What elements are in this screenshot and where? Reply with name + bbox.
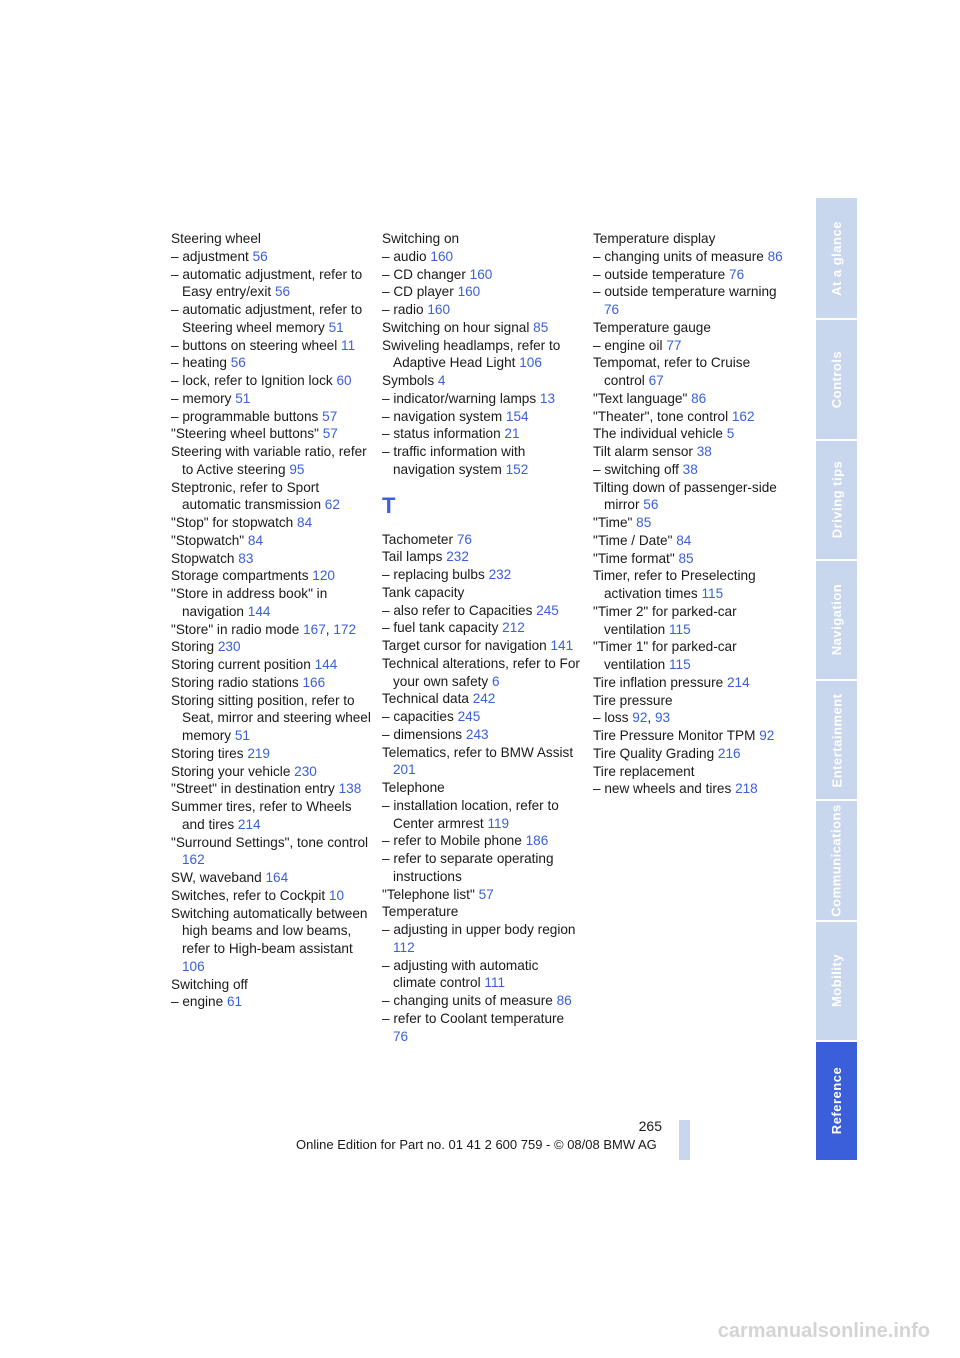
index-entry [382, 850, 582, 886]
index-entry [382, 584, 582, 602]
index-term: – refer to Coolant temperature [382, 1010, 565, 1026]
index-entry [593, 461, 793, 479]
page-link[interactable]: 56 [643, 497, 659, 513]
page-link[interactable]: 51 [328, 319, 344, 335]
index-entry [382, 301, 582, 319]
index-entry [593, 550, 793, 568]
page-link[interactable]: 154 [505, 408, 529, 424]
index-entry [171, 638, 371, 656]
page-link[interactable]: 21 [504, 426, 520, 442]
page-link[interactable]: 115 [701, 586, 724, 601]
index-entry [593, 337, 793, 355]
page-link[interactable]: 214 [237, 816, 261, 832]
index-term: – heating [171, 355, 227, 371]
page-link[interactable]: 201 [393, 762, 416, 778]
index-term: The individual vehicle [593, 426, 723, 442]
index-entry [171, 834, 371, 870]
index-term: Switching on [382, 231, 460, 246]
tab-driving-tips[interactable] [816, 441, 857, 559]
section-tabs [816, 198, 857, 1160]
page-link[interactable]: 92 [632, 710, 648, 726]
index-entry [171, 780, 371, 798]
page-link[interactable]: 13 [539, 390, 556, 406]
index-entry [171, 869, 371, 887]
page-link[interactable]: 61 [226, 994, 243, 1010]
index-term: – capacities [382, 709, 454, 724]
index-entry [171, 372, 371, 390]
index-term: "Time" [593, 515, 633, 530]
index-term: Steptronic, refer to Sport automatic transmission [171, 479, 322, 513]
index-term: "Theater", tone control [593, 408, 729, 424]
page-link[interactable]: 119 [487, 815, 510, 831]
index-term: Switches, refer to Cockpit [171, 887, 326, 903]
index-entry [171, 479, 371, 515]
index-term: Timer, refer to Preselecting activation times [593, 568, 756, 601]
page-link[interactable]: 93 [654, 710, 671, 726]
page-link[interactable]: 51 [235, 390, 251, 406]
index-entry [382, 248, 582, 266]
index-entry [382, 992, 582, 1010]
index-entry [382, 230, 582, 248]
tab-reference[interactable] [816, 1042, 857, 1160]
page-link[interactable]: 5 [726, 426, 735, 442]
page-link[interactable]: 232 [488, 567, 512, 582]
index-term: Switching on hour signal [382, 319, 530, 335]
page-link[interactable]: 167 [303, 621, 326, 637]
index-term: Switching off [171, 976, 248, 992]
index-term: – automatic adjustment, refer to Steering wheel memory [171, 302, 363, 335]
page-link[interactable]: 67 [648, 373, 664, 388]
index-term: – installation location, refer to Center armrest [382, 797, 559, 831]
index-term: Tilt alarm sensor [593, 444, 693, 459]
index-term: – automatic adjustment, refer to Easy entry/exit [171, 266, 363, 300]
index-entry [382, 548, 582, 566]
index-entry [382, 921, 582, 957]
page-link[interactable]: 76 [456, 531, 472, 547]
index-term: Tire Quality Grading [593, 745, 715, 761]
index-entry [382, 637, 582, 655]
page-link[interactable]: 10 [328, 887, 345, 903]
page-link[interactable]: 77 [666, 337, 682, 353]
page-link[interactable]: 160 [430, 248, 454, 264]
tab-label: Driving tips [829, 460, 845, 539]
index-entry [171, 532, 371, 550]
index-entry [382, 690, 582, 708]
index-term: – changing units of measure [382, 993, 553, 1008]
page-link[interactable]: 76 [604, 302, 620, 317]
index-entry [171, 763, 371, 781]
tab-label: At a glance [829, 220, 845, 296]
page-link[interactable]: 84 [297, 515, 313, 530]
page-link[interactable]: 85 [533, 319, 549, 335]
page-link[interactable]: 85 [636, 515, 652, 530]
index-term: – engine [171, 994, 224, 1010]
index-term: – loss [593, 710, 629, 726]
index-entry [171, 585, 371, 621]
index-term: Temperature gauge [593, 319, 711, 335]
page-link[interactable]: 141 [550, 638, 574, 653]
page-link[interactable]: 60 [336, 373, 352, 388]
page-link[interactable]: 111 [484, 975, 506, 991]
index-entry [171, 301, 371, 337]
index-term: "Timer 1" for parked-car ventilation [593, 639, 737, 672]
index-entry [593, 567, 793, 603]
page-link[interactable]: 230 [294, 763, 317, 779]
page-link[interactable]: 86 [767, 248, 783, 264]
index-term: "Surround Settings", tone control [171, 834, 369, 850]
index-term: Storage compartments [171, 568, 309, 584]
index-entry [593, 283, 793, 319]
index-entry [593, 479, 793, 515]
index-term: – outside temperature [593, 266, 726, 282]
index-term: – indicator/warning lamps [382, 390, 537, 406]
index-entry [382, 266, 582, 284]
index-entry [171, 887, 371, 905]
page-link[interactable]: 62 [324, 497, 340, 513]
index-entry [593, 603, 793, 639]
index-entry [382, 797, 582, 833]
index-term: – lock, refer to Ignition lock [171, 373, 333, 388]
index-term: – engine oil [593, 337, 663, 353]
index-term: – CD changer [382, 266, 466, 282]
page-link[interactable]: 56 [230, 355, 246, 371]
index-entry [382, 408, 582, 426]
index-term: Temperature display [593, 231, 716, 246]
index-term: Technical data [382, 691, 469, 707]
page-link[interactable]: 92 [759, 728, 775, 743]
index-entry [593, 727, 793, 745]
tab-label: Navigation [829, 584, 844, 656]
index-entry [382, 744, 582, 780]
page-link[interactable]: 84 [247, 532, 264, 548]
index-term: – navigation system [382, 408, 503, 424]
index-term: Summer tires, refer to Wheels and tires [171, 799, 352, 832]
tab-navigation[interactable] [816, 561, 857, 679]
index-term: Tail lamps [382, 549, 443, 565]
index-term: – refer to Mobile phone [382, 833, 522, 849]
index-term: Switching automatically between high beams and low beams, refer to High-beam assistant [171, 905, 368, 956]
page-link[interactable]: 112 [393, 939, 415, 955]
index-term: Storing sitting position, refer to Seat, mirror and steering wheel memory [171, 692, 371, 743]
index-term: Storing your vehicle [171, 763, 291, 779]
page-link[interactable]: 245 [536, 602, 559, 618]
index-entry [171, 798, 371, 834]
index-entry [593, 532, 793, 550]
page-link[interactable]: 51 [234, 728, 250, 743]
index-term: Stopwatch [171, 550, 235, 566]
page-link[interactable]: 86 [556, 993, 572, 1008]
index-entry [593, 692, 793, 710]
index-entry [382, 566, 582, 584]
tab-mobility[interactable] [816, 922, 857, 1040]
page-link[interactable]: 106 [182, 958, 205, 974]
index-entry [382, 319, 582, 337]
index-term: – outside temperature warning [593, 284, 777, 300]
index-term: – audio [382, 248, 427, 264]
index-term: SW, waveband [171, 870, 262, 885]
index-entry [593, 425, 793, 443]
index-entry [171, 337, 371, 355]
page-link[interactable]: 38 [682, 461, 698, 477]
index-entry [382, 1010, 582, 1046]
index-entry [382, 425, 582, 443]
index-entry [171, 425, 371, 443]
index-column-1 [171, 230, 371, 1011]
index-entry [593, 408, 793, 426]
index-term: – status information [382, 426, 501, 442]
index-term: "Street" in destination entry [171, 781, 335, 797]
page-link[interactable]: 218 [735, 781, 758, 797]
index-entry [171, 443, 371, 479]
page-link[interactable]: 115 [669, 621, 691, 637]
page-link[interactable]: 115 [669, 657, 691, 672]
page-link[interactable]: 160 [427, 302, 451, 317]
index-term: – adjusting with automatic climate control [382, 957, 539, 991]
page-link[interactable]: 38 [696, 444, 712, 459]
page-link[interactable]: 232 [446, 549, 469, 565]
page-link[interactable]: 95 [289, 461, 305, 477]
section-letter: T [382, 492, 396, 518]
index-column-3 [593, 230, 793, 798]
page-link[interactable]: 4 [437, 373, 446, 388]
index-entry [171, 976, 371, 994]
page-link[interactable]: 230 [217, 639, 241, 655]
index-entry: – loss 92, 93 [593, 710, 671, 726]
page-link[interactable]: 106 [519, 355, 542, 371]
index-term: "Store in address book" in navigation [171, 586, 328, 619]
index-term: Tank capacity [382, 584, 465, 600]
index-term: "Stopwatch" [171, 532, 245, 548]
page-link[interactable]: 162 [182, 852, 205, 868]
page-link[interactable]: 144 [247, 603, 271, 619]
page-link[interactable]: 57 [322, 408, 338, 424]
page-link[interactable]: 6 [491, 673, 500, 689]
index-entry [593, 354, 793, 390]
index-entry [382, 726, 582, 744]
index-term: – fuel tank capacity [382, 620, 499, 636]
tab-label: Entertainment [829, 693, 844, 788]
index-entry [171, 390, 371, 408]
index-entry [382, 957, 582, 993]
index-term: – adjusting in upper body region [382, 922, 576, 937]
page-number-bar [679, 1120, 690, 1160]
index-entry [171, 354, 371, 372]
page-link[interactable]: 172 [333, 621, 357, 637]
index-entry [382, 372, 582, 390]
index-term: – replacing bulbs [382, 567, 485, 582]
index-entry [593, 443, 793, 461]
page-link[interactable]: 56 [274, 284, 291, 300]
index-term: – buttons on steering wheel [171, 337, 338, 353]
index-term: Swiveling headlamps, refer to Adaptive Head Light [382, 337, 561, 371]
index-term: Tire inflation pressure [593, 674, 724, 690]
tab-entertainment[interactable] [816, 681, 857, 799]
tab-label: Controls [829, 350, 845, 409]
index-term: – dimensions [382, 726, 463, 742]
page-link[interactable]: 56 [252, 248, 268, 264]
index-entry [171, 567, 371, 585]
footer-text: Online Edition for Part no. 01 41 2 600 759 - © 08/08 BMW AG [296, 1137, 657, 1152]
index-term: – new wheels and tires [593, 781, 732, 797]
index-term: Telephone [382, 780, 445, 795]
page-link[interactable]: 83 [238, 550, 254, 566]
index-entry [382, 390, 582, 408]
page-link[interactable]: 138 [338, 781, 362, 797]
index-entry [382, 655, 582, 691]
index-entry [382, 832, 582, 850]
index-term: Tire Pressure Monitor TPM [593, 728, 756, 743]
page-link[interactable]: 216 [717, 745, 741, 761]
index-entry [171, 692, 371, 745]
index-entry [171, 550, 371, 568]
index-entry [171, 745, 371, 763]
watermark: carmanualsonline.info [717, 1320, 930, 1342]
page-link[interactable]: 219 [247, 745, 270, 761]
index-entry [593, 266, 793, 284]
tab-controls[interactable] [816, 320, 857, 438]
index-term: – adjustment [171, 248, 249, 264]
page-link[interactable]: 212 [502, 620, 525, 636]
index-entry [171, 514, 371, 532]
index-entry [382, 337, 582, 373]
index-entry [382, 531, 582, 549]
index-entry [382, 283, 582, 301]
index-entry [593, 319, 793, 337]
page-link[interactable]: 214 [726, 674, 750, 690]
index-entry [171, 674, 371, 692]
index-entry [382, 779, 582, 797]
page-link[interactable]: 243 [465, 726, 489, 742]
page-link[interactable]: 120 [312, 568, 335, 584]
index-term: – also refer to Capacities [382, 602, 533, 618]
index-term: "Steering wheel buttons" [171, 426, 319, 442]
index-term: "Timer 2" for parked-car ventilation [593, 603, 737, 637]
page-link[interactable]: 85 [678, 550, 694, 566]
page-link[interactable]: 152 [505, 461, 529, 477]
index-term: Steering wheel [171, 231, 261, 246]
index-term: Tire replacement [593, 763, 695, 779]
index-term: Telematics, refer to BMW Assist [382, 744, 574, 760]
index-entry [593, 763, 793, 781]
index-term: Tire pressure [593, 692, 673, 708]
index-term: Storing current position [171, 657, 311, 672]
index-entry [593, 390, 793, 408]
index-entry [171, 248, 371, 266]
index-entry [593, 780, 793, 798]
page-link[interactable]: 186 [525, 833, 549, 849]
index-term: Target cursor for navigation [382, 638, 547, 653]
page-link[interactable]: 76 [729, 266, 745, 282]
index-entry [382, 443, 582, 479]
page-link[interactable]: 160 [469, 266, 493, 282]
index-term: – refer to separate operating instructions [382, 851, 554, 884]
index-entry [171, 230, 371, 248]
index-entry [171, 266, 371, 302]
index-term: – memory [171, 390, 232, 406]
page-link[interactable]: 57 [478, 886, 494, 902]
index-term: – traffic information with navigation system [382, 444, 526, 477]
index-term: – radio [382, 302, 424, 317]
page-link[interactable]: 162 [731, 408, 755, 424]
page-link[interactable]: 245 [457, 709, 481, 724]
index-term: Tilting down of passenger-side mirror [593, 479, 777, 513]
index-term: – programmable buttons [171, 408, 319, 424]
tab-label: Communications [829, 804, 844, 917]
page-link[interactable]: 86 [691, 390, 707, 406]
index-term: – CD player [382, 284, 454, 300]
index-term: Tempomat, refer to Cruise control [593, 355, 751, 388]
index-term: Symbols [382, 373, 435, 388]
index-term: "Time / Date" [593, 532, 673, 548]
page-link[interactable]: 242 [472, 691, 496, 707]
index-term: Storing [171, 639, 215, 655]
page-link[interactable]: 164 [265, 870, 289, 885]
tab-communications[interactable] [816, 801, 857, 919]
index-term: "Store" in radio mode [171, 621, 300, 637]
page-link[interactable]: 57 [322, 426, 338, 442]
page-link[interactable]: 160 [457, 284, 481, 300]
page-link[interactable]: 76 [393, 1028, 409, 1044]
index-term: – changing units of measure [593, 248, 764, 264]
index-term: "Text language" [593, 390, 688, 406]
index-term: Technical alterations, refer to For your own safety [382, 655, 580, 689]
page-link[interactable]: 166 [302, 674, 326, 690]
index-term: – switching off [593, 461, 679, 477]
page-number: 265 [638, 1118, 662, 1134]
index-term: Storing tires [171, 745, 244, 761]
tab-at-a-glance[interactable] [816, 198, 857, 318]
index-term: "Telephone list" [382, 886, 475, 902]
index-term: Steering with variable ratio, refer to Active steering [171, 444, 367, 477]
index-entry [382, 708, 582, 726]
index-entry [171, 993, 371, 1011]
index-entry [382, 903, 582, 921]
index-entry [171, 408, 371, 426]
index-entry [593, 248, 793, 266]
index-entry [382, 619, 582, 637]
index-entry [382, 602, 582, 620]
tab-label: Reference [829, 1067, 844, 1135]
index-entry: "Store" in radio mode 167, 172 [171, 621, 357, 637]
index-entry [382, 886, 582, 904]
index-term: "Time format" [593, 550, 675, 566]
index-term: Tachometer [382, 531, 454, 547]
index-term: Temperature [382, 904, 459, 920]
index-entry [171, 656, 371, 674]
index-column-2 [382, 230, 582, 1045]
index-entry [593, 674, 793, 692]
page-link[interactable]: 144 [314, 657, 338, 672]
index-entry [171, 905, 371, 976]
index-entry [593, 745, 793, 763]
index-term: "Stop" for stopwatch [171, 515, 294, 530]
index-entry [593, 638, 793, 674]
index-entry [593, 230, 793, 248]
index-term: Storing radio stations [171, 674, 299, 690]
page-link[interactable]: 84 [676, 532, 692, 548]
page-link[interactable]: 11 [341, 337, 356, 353]
index-entry [593, 514, 793, 532]
tab-label: Mobility [829, 954, 845, 1008]
